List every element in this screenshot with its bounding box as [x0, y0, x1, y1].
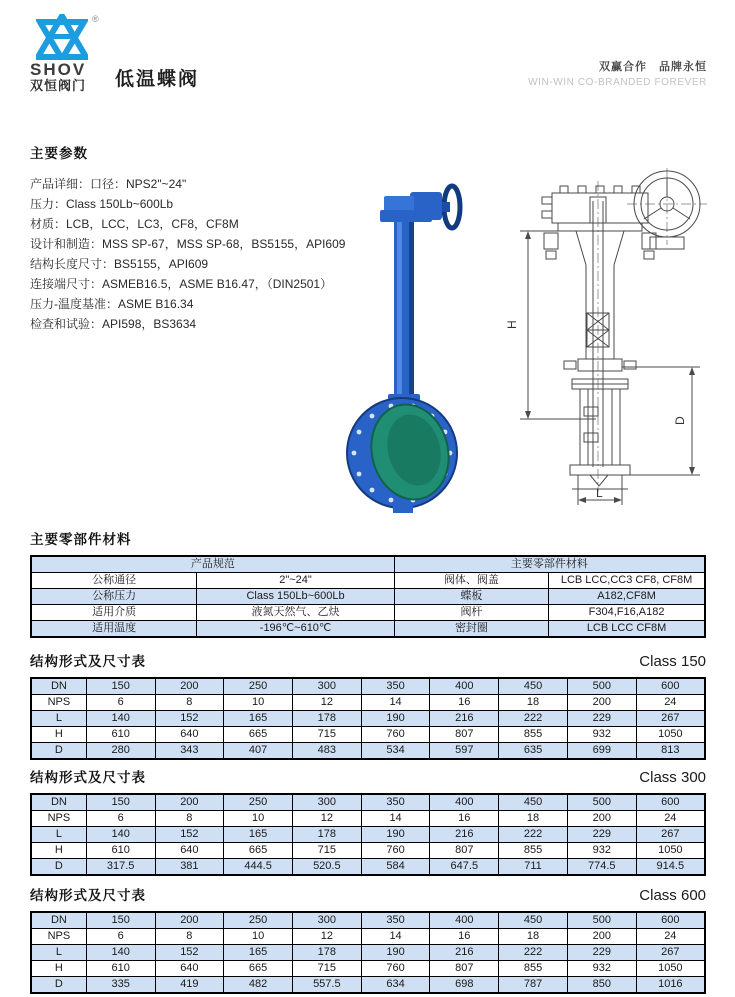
table-cell: 698 — [430, 977, 499, 994]
table-cell: 165 — [224, 945, 293, 961]
table-cell: 280 — [86, 743, 155, 760]
table-cell: 229 — [567, 711, 636, 727]
table-cell: 500 — [567, 678, 636, 695]
table-cell: 229 — [567, 827, 636, 843]
table-cell: 600 — [636, 794, 705, 811]
table-cell: 18 — [499, 929, 568, 945]
table-cell: 932 — [567, 961, 636, 977]
table-cell: 715 — [292, 727, 361, 743]
table-cell: 350 — [361, 794, 430, 811]
table-cell: 250 — [224, 912, 293, 929]
table-cell: 300 — [292, 794, 361, 811]
table-cell: 16 — [430, 929, 499, 945]
param-line: 产品详细：口径：NPS2"~24" — [30, 177, 187, 191]
table-cell: 阀杆 — [394, 605, 548, 621]
dim-label-h: H — [505, 320, 519, 329]
table-cell: 8 — [155, 811, 224, 827]
table-cell: 12 — [292, 695, 361, 711]
table-cell: 150 — [86, 794, 155, 811]
table-cell: 500 — [567, 912, 636, 929]
table-cell: 444.5 — [224, 859, 293, 876]
table-cell: 1050 — [636, 961, 705, 977]
row-label-cell: L — [31, 827, 86, 843]
table-cell: 787 — [499, 977, 568, 994]
materials-heading: 主要零部件材料 — [30, 532, 132, 547]
row-label-cell: DN — [31, 912, 86, 929]
params-heading: 主要参数 — [30, 146, 88, 161]
table-row — [31, 678, 705, 695]
table-cell: 10 — [224, 929, 293, 945]
company-logo — [30, 14, 120, 93]
class-label: Class 150 — [639, 653, 706, 670]
table-cell: 200 — [155, 794, 224, 811]
table-cell: 343 — [155, 743, 224, 760]
table-cell: 584 — [361, 859, 430, 876]
table-cell: 152 — [155, 827, 224, 843]
table-cell: 450 — [499, 794, 568, 811]
table-cell: 807 — [430, 843, 499, 859]
table-cell: 407 — [224, 743, 293, 760]
table-row — [31, 929, 705, 945]
table-row — [31, 977, 705, 994]
slogan — [528, 58, 707, 88]
dimension-section-class600 — [30, 884, 706, 994]
table-cell: 1050 — [636, 843, 705, 859]
table-cell: LCB LCC,CC3 CF8, CF8M — [549, 573, 705, 589]
table-cell: 140 — [86, 711, 155, 727]
table-cell: 阀体、阀盖 — [394, 573, 548, 589]
table-cell: 140 — [86, 827, 155, 843]
table-cell: 711 — [499, 859, 568, 876]
param-line: 检查和试验：API598，BS3634 — [30, 317, 197, 331]
table-row — [31, 711, 705, 727]
table-cell: 10 — [224, 695, 293, 711]
row-label-cell: NPS — [31, 695, 86, 711]
materials-table-body — [31, 573, 705, 638]
row-label-cell: D — [31, 977, 86, 994]
table-cell: 640 — [155, 843, 224, 859]
table-cell: 482 — [224, 977, 293, 994]
table-row — [31, 621, 705, 638]
table-cell: -196℃~610℃ — [197, 621, 394, 638]
table-cell: 520.5 — [292, 859, 361, 876]
table-cell: 密封圈 — [394, 621, 548, 638]
table-cell: 760 — [361, 843, 430, 859]
registered-mark: ® — [92, 14, 99, 24]
table-cell: 12 — [292, 929, 361, 945]
table-row — [31, 743, 705, 760]
table-cell: 500 — [567, 794, 636, 811]
table-cell: 200 — [567, 695, 636, 711]
table-cell: 229 — [567, 945, 636, 961]
table-cell: 715 — [292, 961, 361, 977]
table-cell: 6 — [86, 811, 155, 827]
valve-photo — [338, 180, 473, 513]
table-cell: 14 — [361, 695, 430, 711]
table-cell: 8 — [155, 929, 224, 945]
param-line: 压力：Class 150Lb~600Lb — [30, 197, 174, 211]
table-cell: 267 — [636, 945, 705, 961]
dimension-table-class300 — [30, 793, 706, 876]
table-row — [31, 827, 705, 843]
table-row — [31, 859, 705, 876]
table-cell: 635 — [499, 743, 568, 760]
row-label-cell: H — [31, 727, 86, 743]
table-cell: 10 — [224, 811, 293, 827]
valve-drawing — [500, 167, 733, 514]
table-cell: 24 — [636, 929, 705, 945]
table-cell: 760 — [361, 961, 430, 977]
table-cell: 6 — [86, 929, 155, 945]
table-cell: 300 — [292, 912, 361, 929]
table-cell: 公称通径 — [31, 573, 197, 589]
table-cell: 190 — [361, 827, 430, 843]
table-cell: 419 — [155, 977, 224, 994]
table-cell: 24 — [636, 811, 705, 827]
table-cell: 300 — [292, 678, 361, 695]
table-cell: 1016 — [636, 977, 705, 994]
table-cell: 200 — [155, 912, 224, 929]
table-cell: 610 — [86, 727, 155, 743]
table-cell: 200 — [567, 929, 636, 945]
table-cell: 150 — [86, 912, 155, 929]
table-cell: 647.5 — [430, 859, 499, 876]
table-cell: 267 — [636, 827, 705, 843]
table-row — [31, 843, 705, 859]
table-cell: 855 — [499, 727, 568, 743]
table-cell: 200 — [567, 811, 636, 827]
materials-table — [30, 555, 706, 638]
table-cell: 932 — [567, 727, 636, 743]
table-cell: 610 — [86, 961, 155, 977]
table-cell: 381 — [155, 859, 224, 876]
param-line: 材质：LCB，LCC，LC3，CF8，CF8M — [30, 217, 239, 231]
table-row — [31, 573, 705, 589]
table-cell: 12 — [292, 811, 361, 827]
param-line: 设计和制造：MSS SP-67，MSS SP-68，BS5155，API609 — [30, 237, 346, 251]
row-label-cell: L — [31, 945, 86, 961]
dimension-heading: 结构形式及尺寸表 — [30, 654, 146, 669]
table-cell: 178 — [292, 711, 361, 727]
row-label-cell: NPS — [31, 929, 86, 945]
dimension-table-class150 — [30, 677, 706, 760]
table-cell: 190 — [361, 711, 430, 727]
table-cell: LCB LCC CF8M — [549, 621, 705, 638]
table-cell: 液氮天然气、乙炔 — [197, 605, 394, 621]
row-label-cell: D — [31, 859, 86, 876]
table-cell: 16 — [430, 695, 499, 711]
table-row — [31, 912, 705, 929]
table-cell: 640 — [155, 961, 224, 977]
table-cell: 774.5 — [567, 859, 636, 876]
table-cell: Class 150Lb~600Lb — [197, 589, 394, 605]
company-name: 双恒阀门 — [30, 78, 87, 93]
class-label: Class 300 — [639, 769, 706, 786]
dim-label-l: L — [596, 486, 603, 500]
table-cell: 200 — [155, 678, 224, 695]
table-cell: 216 — [430, 945, 499, 961]
table-cell: 178 — [292, 827, 361, 843]
row-label-cell: DN — [31, 794, 86, 811]
dimension-section-class300 — [30, 766, 706, 876]
table-cell: 18 — [499, 695, 568, 711]
page-title: 低温蝶阀 — [115, 69, 200, 90]
table-cell: 250 — [224, 678, 293, 695]
dimension-section-class150 — [30, 650, 706, 760]
table-cell: 1050 — [636, 727, 705, 743]
dim-table-body — [31, 794, 705, 875]
table-cell: 适用温度 — [31, 621, 197, 638]
row-label-cell: L — [31, 711, 86, 727]
table-cell: 140 — [86, 945, 155, 961]
table-cell: A182,CF8M — [549, 589, 705, 605]
table-cell: 597 — [430, 743, 499, 760]
table-cell: 807 — [430, 961, 499, 977]
table-row — [31, 961, 705, 977]
table-cell: 483 — [292, 743, 361, 760]
dimension-table-class600 — [30, 911, 706, 994]
table-cell: 165 — [224, 827, 293, 843]
table-cell: 适用介质 — [31, 605, 197, 621]
table-cell: 699 — [567, 743, 636, 760]
table-cell: 665 — [224, 961, 293, 977]
table-cell: F304,F16,A182 — [549, 605, 705, 621]
table-cell: 640 — [155, 727, 224, 743]
table-cell: 932 — [567, 843, 636, 859]
table-row — [31, 945, 705, 961]
table-cell: 807 — [430, 727, 499, 743]
table-cell: 813 — [636, 743, 705, 760]
table-cell: 350 — [361, 678, 430, 695]
logo-star-icon — [36, 14, 88, 60]
param-line: 压力-温度基准：ASME B16.34 — [30, 297, 194, 311]
table-cell: 350 — [361, 912, 430, 929]
table-cell: 600 — [636, 678, 705, 695]
dim-table-body — [31, 678, 705, 759]
table-cell: 665 — [224, 843, 293, 859]
dim-label-d: D — [673, 416, 687, 425]
table-cell: 850 — [567, 977, 636, 994]
table-row — [31, 727, 705, 743]
class-label: Class 600 — [639, 887, 706, 904]
table-cell: 16 — [430, 811, 499, 827]
table-cell: 335 — [86, 977, 155, 994]
table-cell: 557.5 — [292, 977, 361, 994]
row-label-cell: H — [31, 843, 86, 859]
table-cell: 222 — [499, 711, 568, 727]
table-cell: 216 — [430, 827, 499, 843]
table-header-row — [31, 556, 705, 573]
table-row — [31, 794, 705, 811]
table-cell: 610 — [86, 843, 155, 859]
slogan-en: WIN-WIN CO-BRANDED FOREVER — [528, 77, 707, 88]
table-cell: 914.5 — [636, 859, 705, 876]
table-cell: 634 — [361, 977, 430, 994]
table-row — [31, 811, 705, 827]
table-cell: 267 — [636, 711, 705, 727]
table-cell: 855 — [499, 961, 568, 977]
table-cell: 190 — [361, 945, 430, 961]
table-cell: 8 — [155, 695, 224, 711]
table-cell: 760 — [361, 727, 430, 743]
table-cell: 534 — [361, 743, 430, 760]
table-cell: 400 — [430, 912, 499, 929]
param-line: 连接端尺寸：ASMEB16.5，ASME B16.47，（DIN2501） — [30, 277, 333, 291]
dim-table-body — [31, 912, 705, 993]
table-cell: 165 — [224, 711, 293, 727]
table-cell: 24 — [636, 695, 705, 711]
table-cell: 14 — [361, 811, 430, 827]
table-row — [31, 605, 705, 621]
table-row — [31, 589, 705, 605]
table-cell: 216 — [430, 711, 499, 727]
table-cell: 18 — [499, 811, 568, 827]
table-cell: 公称压力 — [31, 589, 197, 605]
table-row — [31, 695, 705, 711]
dimension-heading: 结构形式及尺寸表 — [30, 888, 146, 903]
dimension-heading: 结构形式及尺寸表 — [30, 770, 146, 785]
brand-name: SHOV — [30, 60, 87, 79]
row-label-cell: DN — [31, 678, 86, 695]
table-cell: 152 — [155, 945, 224, 961]
table-cell: 317.5 — [86, 859, 155, 876]
table-cell: 665 — [224, 727, 293, 743]
table-cell: 14 — [361, 929, 430, 945]
table-cell: 222 — [499, 827, 568, 843]
params-list — [30, 174, 345, 334]
table-cell: 6 — [86, 695, 155, 711]
table-cell: 蝶板 — [394, 589, 548, 605]
table-cell: 2"~24" — [197, 573, 394, 589]
table-cell: 250 — [224, 794, 293, 811]
table-cell: 400 — [430, 794, 499, 811]
table-cell: 222 — [499, 945, 568, 961]
table-cell: 600 — [636, 912, 705, 929]
row-label-cell: D — [31, 743, 86, 760]
table-cell: 400 — [430, 678, 499, 695]
param-line: 结构长度尺寸：BS5155，API609 — [30, 257, 209, 271]
slogan-cn: 双赢合作 品牌永恒 — [599, 61, 707, 73]
table-cell: 715 — [292, 843, 361, 859]
row-label-cell: NPS — [31, 811, 86, 827]
table-cell: 855 — [499, 843, 568, 859]
group-header-spec: 产品规范 — [31, 556, 394, 573]
row-label-cell: H — [31, 961, 86, 977]
table-cell: 152 — [155, 711, 224, 727]
table-cell: 450 — [499, 912, 568, 929]
table-cell: 150 — [86, 678, 155, 695]
group-header-materials: 主要零部件材料 — [394, 556, 705, 573]
table-cell: 450 — [499, 678, 568, 695]
table-cell: 178 — [292, 945, 361, 961]
materials-section — [30, 528, 706, 638]
